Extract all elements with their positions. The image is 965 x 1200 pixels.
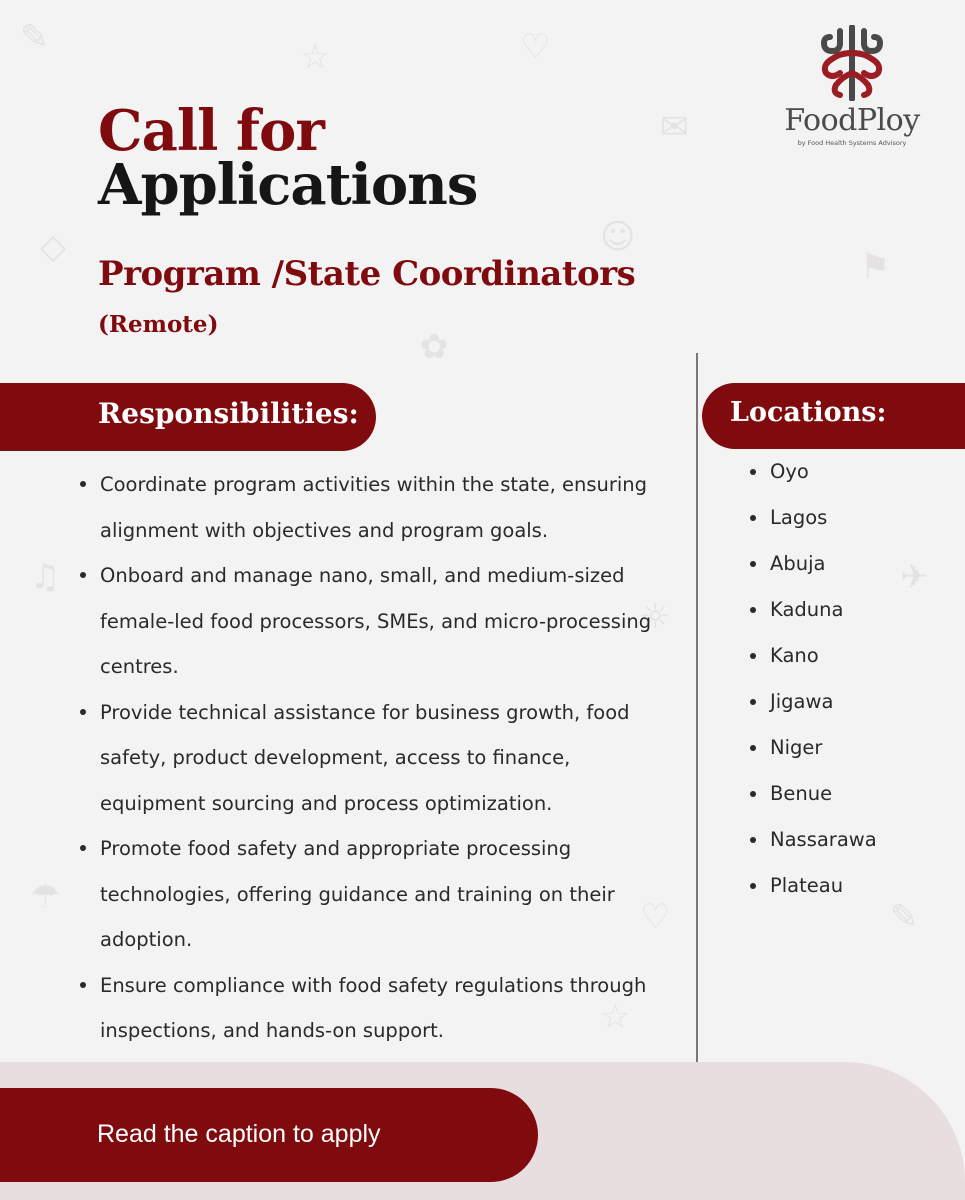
- responsibility-item: Provide technical assistance for business growth, food safety, product development, access to finance, equipment sourcing and process optimization.: [78, 690, 678, 827]
- location-item: Niger: [750, 725, 877, 771]
- doodle-icon: ⚑: [860, 247, 891, 287]
- responsibilities-heading: Responsibilities:: [98, 397, 359, 430]
- doodle-icon: ☆: [600, 997, 631, 1037]
- locations-heading: Locations:: [730, 397, 887, 428]
- work-mode-label: (Remote): [98, 311, 219, 338]
- doodle-icon: ✎: [890, 897, 919, 937]
- apply-cta-label: Read the caption to apply: [97, 1120, 381, 1148]
- location-item: Benue: [750, 771, 877, 817]
- brand-logo: [772, 25, 932, 147]
- doodle-icon: ☆: [300, 37, 331, 77]
- doodle-icon: ✎: [20, 17, 49, 57]
- location-item: Jigawa: [750, 679, 877, 725]
- foodploy-cross-icon: [812, 25, 892, 101]
- column-divider: [696, 353, 698, 1063]
- responsibility-item: Onboard and manage nano, small, and medium-sized female-led food processors, SMEs, and micro-processing centres.: [78, 553, 678, 690]
- locations-list: [750, 449, 877, 909]
- doodle-icon: ✿: [420, 327, 449, 367]
- responsibility-item: Coordinate program activities within the state, ensuring alignment with objectives and program goals.: [78, 462, 678, 553]
- title-line-2: Applications: [98, 152, 478, 218]
- doodle-icon: ☂: [30, 877, 61, 917]
- doodle-icon: ✉: [660, 107, 689, 147]
- location-item: Kano: [750, 633, 877, 679]
- location-item: Plateau: [750, 863, 877, 909]
- title-line-1: Call for: [98, 98, 324, 164]
- logo-tagline: by Food Health Systems Advisory: [797, 139, 907, 147]
- responsibilities-header-pill: [0, 383, 376, 451]
- responsibility-item: Ensure compliance with food safety regulations through inspections, and hands-on support.: [78, 963, 678, 1054]
- location-item: Abuja: [750, 541, 877, 587]
- doodle-icon: ♡: [520, 27, 551, 67]
- locations-header-pill: [702, 383, 965, 449]
- doodle-icon: ✈: [900, 557, 929, 597]
- location-item: Lagos: [750, 495, 877, 541]
- position-title: Program /State Coordinators: [98, 254, 636, 294]
- responsibility-item: Promote food safety and appropriate processing technologies, offering guidance and training on their adoption.: [78, 826, 678, 963]
- logo-wordmark: FoodPloy: [784, 103, 920, 138]
- location-item: Kaduna: [750, 587, 877, 633]
- apply-cta-banner[interactable]: [0, 1088, 538, 1182]
- doodle-icon: ♡: [640, 897, 671, 937]
- doodle-icon: ☺: [600, 217, 636, 257]
- responsibilities-list: [78, 462, 678, 1054]
- location-item: Oyo: [750, 449, 877, 495]
- doodle-icon: ◇: [40, 227, 67, 267]
- doodle-icon: ☼: [640, 597, 671, 637]
- location-item: Nassarawa: [750, 817, 877, 863]
- doodle-icon: ♫: [30, 557, 61, 597]
